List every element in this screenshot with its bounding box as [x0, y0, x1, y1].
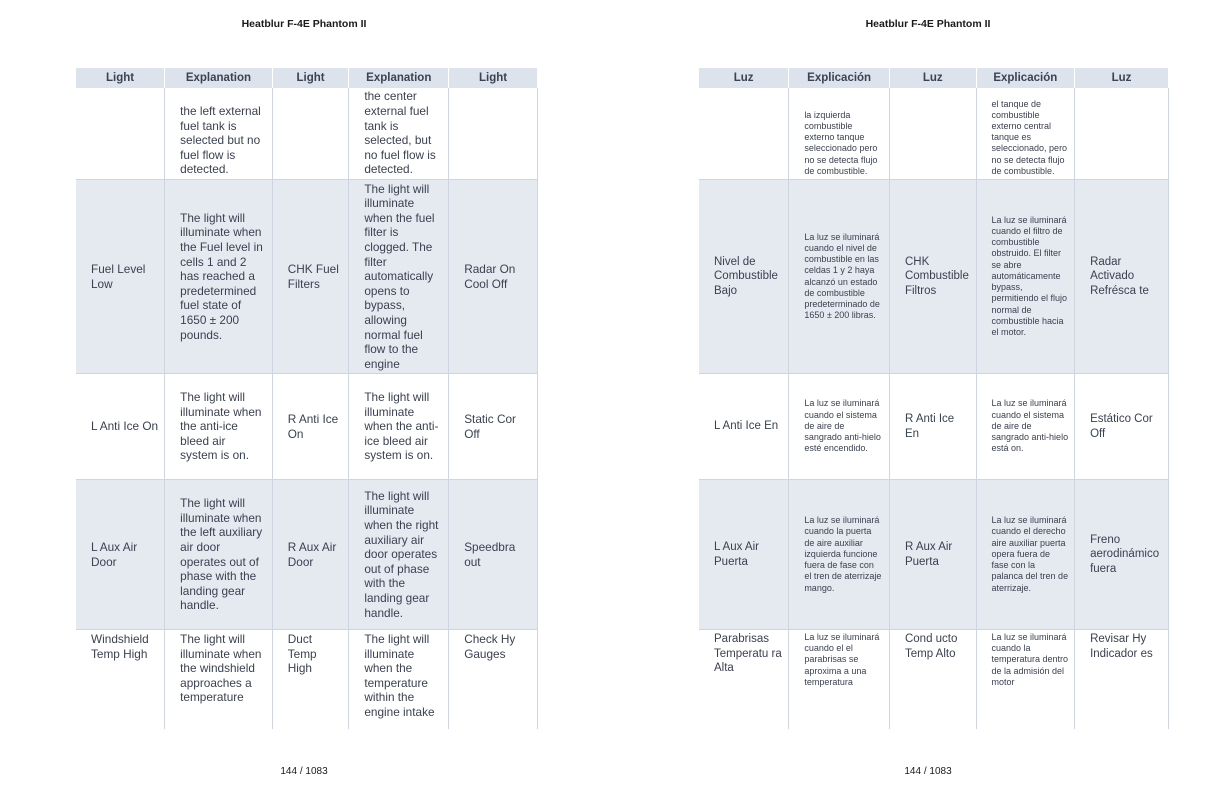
lights-table-es [699, 68, 1169, 729]
table-cell: Duct Temp High [272, 630, 349, 730]
table-cell: La luz se iluminará cuando el derecho aire auxiliar puerta opera fuera de fase con la palanca del tren de aterrizaje. [976, 480, 1075, 630]
col-header-light: Light [76, 68, 165, 88]
table-cell: the left external fuel tank is selected but no fuel flow is detected. [165, 88, 273, 180]
table-cell: Nivel de Combustible Bajo [699, 180, 789, 374]
table-cell: Static Cor Off [449, 374, 538, 480]
table-cell: La luz se iluminará cuando el filtro de combustible obstruido. El filter se abre automáticamente bypass, permitiendo el flujo normal de combustible hacia el motor. [976, 180, 1075, 374]
col-header-explicacion: Explicación [789, 68, 890, 88]
table-cell [272, 88, 349, 180]
table-cell: Freno aerodinámico fuera [1075, 480, 1169, 630]
table-cell: Windshield Temp High [76, 630, 165, 730]
table-cell: L Anti Ice On [76, 374, 165, 480]
table-cell: R Aux Air Door [272, 480, 349, 630]
col-header-explanation: Explanation [349, 68, 449, 88]
table-cell: The light will illuminate when the Fuel level in cells 1 and 2 has reached a predetermined fuel state of 1650 ± 200 pounds. [165, 180, 273, 374]
col-header-explanation: Explanation [165, 68, 273, 88]
table-row [76, 480, 538, 630]
table-row [76, 630, 538, 730]
table-cell: Revisar Hy Indicador es [1075, 630, 1169, 730]
table-cell: The light will illuminate when the left auxiliary air door operates out of phase with the landing gear handle. [165, 480, 273, 630]
table-cell [449, 88, 538, 180]
table-row [699, 180, 1169, 374]
table-cell: The light will illuminate when the anti-ice bleed air system is on. [349, 374, 449, 480]
table-cell: the center external fuel tank is selected, but no fuel flow is detected. [349, 88, 449, 180]
table-cell: el tanque de combustible externo central tanque es seleccionado, pero no se detecta flujo de combustible. [976, 88, 1075, 180]
lights-table-wrap [76, 68, 538, 729]
table-cell: The light will illuminate when the anti-ice bleed air system is on. [165, 374, 273, 480]
lights-table [76, 68, 538, 729]
table-cell [889, 88, 976, 180]
table-cell: The light will illuminate when the windshield approaches a temperature [165, 630, 273, 730]
table-cell [1075, 88, 1169, 180]
table-header-row [76, 68, 538, 88]
table-cell: R Anti Ice On [272, 374, 349, 480]
table-cell: Speedbra out [449, 480, 538, 630]
table-cell: Check Hy Gauges [449, 630, 538, 730]
table-cell: CHK Combustible Filtros [889, 180, 976, 374]
table-cell: Estático Cor Off [1075, 374, 1169, 480]
col-header-luz: Luz [1075, 68, 1169, 88]
page-number: 144 / 1083 [904, 766, 952, 777]
table-cell: CHK Fuel Filters [272, 180, 349, 374]
table-cell: R Anti Ice En [889, 374, 976, 480]
table-cell: L Aux Air Door [76, 480, 165, 630]
table-cell: Radar Activado Refrésca te [1075, 180, 1169, 374]
table-cell: Cond ucto Temp Alto [889, 630, 976, 730]
table-cell: la izquierda combustible externo tanque seleccionado pero no se detecta flujo de combustible. [789, 88, 890, 180]
table-row [699, 480, 1169, 630]
table-cell: The light will illuminate when the right auxiliary air door operates out of phase with the landing gear handle. [349, 480, 449, 630]
table-cell: La luz se iluminará cuando el nivel de combustible en las celdas 1 y 2 haya alcanzó un estado de combustible predeterminado de 1650 ± 200 libras. [789, 180, 890, 374]
table-cell: The light will illuminate when the fuel filter is clogged. The filter automatically opens to bypass, allowing normal fuel flow to the engine [349, 180, 449, 374]
table-cell [76, 88, 165, 180]
page-number: 144 / 1083 [280, 766, 328, 777]
col-header-explicacion: Explicación [976, 68, 1075, 88]
table-row [76, 180, 538, 374]
table-row [699, 374, 1169, 480]
table-row [76, 374, 538, 480]
page-title: Heatblur F-4E Phantom II [865, 18, 991, 30]
table-cell: R Aux Air Puerta [889, 480, 976, 630]
table-cell: La luz se iluminará cuando la temperatura dentro de la admisión del motor [976, 630, 1075, 730]
table-cell: La luz se iluminará cuando el el parabrisas se aproxima a una temperatura [789, 630, 890, 730]
table-cell: Parabrisas Temperatu ra Alta [699, 630, 789, 730]
table-cell: L Anti Ice En [699, 374, 789, 480]
table-row [76, 88, 538, 180]
table-cell: The light will illuminate when the temperature within the engine intake [349, 630, 449, 730]
lights-table-wrap-es [699, 68, 1169, 729]
col-header-luz: Luz [699, 68, 789, 88]
table-cell: Radar On Cool Off [449, 180, 538, 374]
right-page [608, 0, 1216, 792]
table-cell: La luz se iluminará cuando el sistema de aire de sangrado anti-hielo esté encendido. [789, 374, 890, 480]
table-row [699, 88, 1169, 180]
col-header-light: Light [272, 68, 349, 88]
col-header-luz: Luz [889, 68, 976, 88]
table-header-row [699, 68, 1169, 88]
page-title: Heatblur F-4E Phantom II [241, 18, 367, 30]
table-cell: La luz se iluminará cuando la puerta de aire auxiliar izquierda funcione fuera de fase con el tren de aterrizaje mango. [789, 480, 890, 630]
table-row [699, 630, 1169, 730]
table-cell: L Aux Air Puerta [699, 480, 789, 630]
col-header-light: Light [449, 68, 538, 88]
table-cell: La luz se iluminará cuando el sistema de aire de sangrado anti-hielo está on. [976, 374, 1075, 480]
table-cell [699, 88, 789, 180]
table-cell: Fuel Level Low [76, 180, 165, 374]
